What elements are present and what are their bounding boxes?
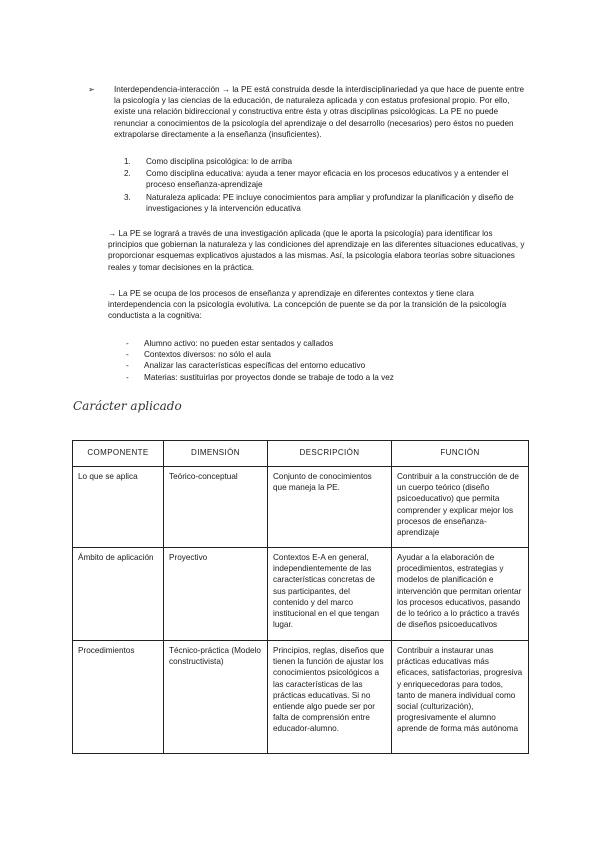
cell-dimension: Proyectivo: [164, 548, 268, 641]
list-item: [126, 338, 526, 349]
dash-bullet: -: [126, 339, 129, 348]
list-item: [124, 156, 524, 167]
paragraph-applied-research: → La PE se logrará a través de una investigación aplicada (que le aporta la psicología) para identificar los principios que gobiernan la naturaleza y las condiciones del aprendizaje en las diferentes situaciones educativas, y proporcionar esquemas explicativos ajustados a las mismas. Así, la psicología elabora teorías sobre situaciones reales y tomar decisiones en la práctica.: [108, 229, 525, 272]
cell-funcion: Contribuir a instaurar unas prácticas educativas más eficaces, satisfactorias, progresiva y enriquecedoras para todos, tanto de manera individual como social (culturización), progresivamente el alumno aprende de forma más autónoma: [392, 641, 529, 754]
list-item-text: Alumno activo: no pueden estar sentados y callados: [144, 339, 334, 348]
header-componente: COMPONENTE: [73, 441, 164, 467]
list-number: 2.: [124, 169, 131, 179]
table-row: [73, 641, 529, 754]
cell-descripcion: Conjunto de conocimientos que maneja la PE.: [268, 467, 392, 548]
list-item: [124, 192, 524, 214]
cell-componente: Lo que se aplica: [73, 467, 164, 548]
list-number: 3.: [124, 192, 131, 202]
header-funcion: FUNCIÓN: [392, 441, 529, 467]
cell-componente: Procedimientos: [73, 641, 164, 754]
paragraph-teaching-processes: → La PE se ocupa de los procesos de enseñanza y aprendizaje en diferentes contextos y tiene clara interdependencia con la psicología evolutiva. La concepción de puente se da por la transición de la psicología conductista a la cognitiva:: [108, 289, 507, 321]
cell-dimension: Teórico-conceptual: [164, 467, 268, 548]
header-dimension: DIMENSIÓN: [164, 441, 268, 467]
table-row: [73, 548, 529, 641]
list-number: 1.: [124, 157, 131, 166]
intro-text: Interdependencia-interacción → la PE está construida desde la interdisciplinariedad ya que hace de puente entre la psicología y las ciencias de la educación, de naturaleza aplicada y con estatus profesional propio. Por ello, existe una relación bidireccional y constructiva entre ésta y otras disciplinas psicológicas. La PE no puede renunciar a conocimientos de la psicología del aprendizaje o del desarrollo (necesarios) pero éstos no pueden extrapolarse directamente a la enseñanza (insuficientes).: [114, 85, 525, 139]
list-item: [126, 360, 526, 371]
header-descripcion: DESCRIPCIÓN: [268, 441, 392, 467]
dash-bullet: -: [126, 372, 129, 382]
list-item: [126, 372, 526, 383]
list-item-text: Materias: sustituirlas por proyectos donde se trabaje de todo a la vez: [144, 372, 394, 382]
dash-list: [126, 338, 526, 383]
list-item-text: Como disciplina educativa: ayuda a tener mayor eficacia en los procesos educativos y a entender el proceso enseñanza-aprendizaje: [146, 169, 509, 190]
list-item: [126, 349, 526, 360]
dash-bullet: -: [126, 350, 129, 360]
arrowhead-bullet-icon: ➢: [88, 85, 95, 94]
cell-funcion: Contribuir a la construcción de de un cuerpo teórico (diseño psicoeducativo) que permita comprender y explicar mejor los procesos de enseñanza-aprendizaje: [392, 467, 529, 548]
list-item-text: Analizar las características específicas del entorno educativo: [144, 361, 366, 371]
numbered-list: [124, 156, 524, 215]
cell-componente: Ámbito de aplicación: [73, 548, 164, 641]
cell-descripcion: Principios, reglas, diseños que tienen la función de ajustar los conocimientos psicológicos a las características de las prácticas educativas. Si no entiende algo puede ser por falta de comprensión entre educador-alumno.: [268, 641, 392, 754]
section-title: Carácter aplicado: [73, 399, 182, 413]
list-item-text: Contextos diversos: no sólo el aula: [144, 350, 271, 360]
table-row: [73, 467, 529, 548]
applied-character-table: [72, 440, 529, 754]
list-item: [124, 168, 524, 190]
cell-funcion: Ayudar a la elaboración de procedimientos, estrategias y modelos de planificación e intervención que permitan orientar los procesos educativos, pasando de lo teórico a lo práctico a través de diseños psicoeducativos: [392, 548, 529, 641]
dash-bullet: -: [126, 361, 129, 371]
table-header-row: [73, 441, 529, 467]
list-item-text: Naturaleza aplicada: PE incluye conocimientos para ampliar y profundizar la planificación y diseño de investigaciones y la intervención educativa: [146, 192, 514, 213]
list-item-text: Como disciplina psicológica: lo de arriba: [146, 157, 293, 166]
cell-descripcion: Contextos E-A en general, independientemente de las características concretas de sus participantes, del contenido y del marco institucional en el que tengan lugar.: [268, 548, 392, 641]
cell-dimension: Técnico-práctica (Modelo constructivista): [164, 641, 268, 754]
